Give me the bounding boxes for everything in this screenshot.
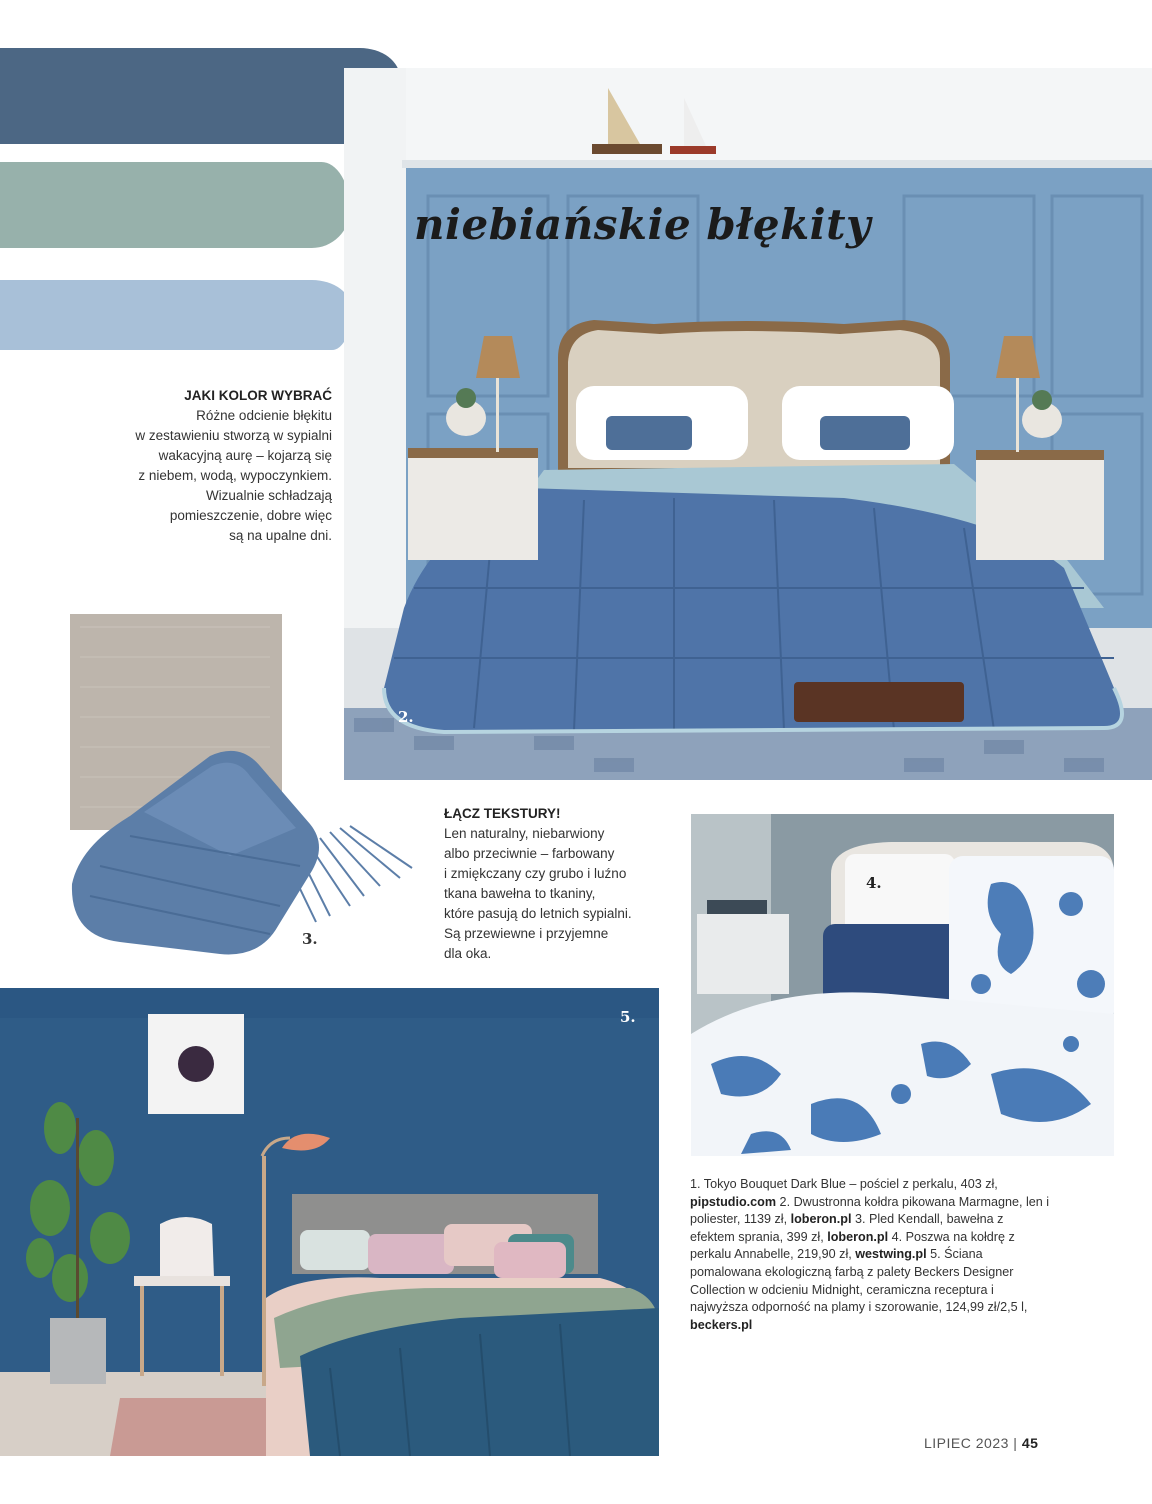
photo-toile-bedding — [691, 814, 1114, 1156]
credit-item-3: 3. Pled Kendall, bawełna z efektem sprania, 399 zł, — [690, 1212, 1004, 1244]
color-tip-line: wakacyjną aurę – kojarzą się — [158, 448, 332, 463]
color-tip-line: są na upalne dni. — [229, 528, 332, 543]
page-title: niebiańskie błękity — [414, 200, 871, 249]
shop-link-loberon[interactable]: loberon.pl — [790, 1212, 852, 1227]
photo-main-bedroom — [344, 68, 1152, 780]
texture-tip-line: które pasują do letnich sypialni. — [444, 906, 632, 921]
color-tip-line: z niebem, wodą, wypoczynkiem. — [138, 468, 332, 483]
color-tip-heading: JAKI KOLOR WYBRAĆ — [184, 388, 332, 403]
texture-tip-line: tkana bawełna to tkaniny, — [444, 886, 596, 901]
texture-tip-heading: ŁĄCZ TEKSTURY! — [444, 806, 561, 821]
shop-link-pipstudio[interactable]: pipstudio.com — [690, 1194, 777, 1209]
texture-tip-line: Są przewiewne i przyjemne — [444, 926, 609, 941]
shop-link-beckers[interactable]: beckers.pl — [690, 1317, 753, 1332]
credit-item-1: 1. Tokyo Bouquet Dark Blue – pościel z perkalu, 403 zł, — [690, 1177, 998, 1191]
color-tip-line: Różne odcienie błękitu — [196, 408, 332, 423]
photo-fabric-and-throw — [60, 606, 420, 976]
texture-tip-block — [444, 804, 674, 964]
photo-number-3: 3. — [302, 930, 318, 948]
footer-divider: | — [1013, 1435, 1018, 1451]
page-number: 45 — [1021, 1435, 1039, 1451]
shop-link-westwing[interactable]: westwing.pl — [855, 1247, 927, 1262]
color-tip-line: Wizualnie schładzają — [205, 488, 332, 503]
photo-number-5: 5. — [620, 1008, 636, 1026]
photo-number-2: 2. — [398, 708, 414, 726]
texture-tip-line: albo przeciwnie – farbowany — [444, 846, 615, 861]
paint-swatch-sage — [0, 162, 350, 248]
color-tip-block — [110, 386, 332, 546]
issue-label: LIPIEC 2023 — [924, 1435, 1009, 1451]
texture-tip-line: i zmiękczany czy grubo i luźno — [444, 866, 627, 881]
photo-number-4: 4. — [866, 874, 882, 892]
photo-midnight-bedroom — [0, 988, 659, 1456]
product-credits — [690, 1176, 1050, 1334]
credit-item-4: 4. Poszwa na kołdrę z perkalu Annabelle, 219,90 zł, — [690, 1229, 1015, 1262]
paint-swatch-light-blue — [0, 280, 352, 350]
texture-tip-line: dla oka. — [444, 946, 492, 961]
color-tip-line: w zestawieniu stworzą w sypialni — [135, 428, 332, 443]
texture-tip-line: Len naturalny, niebarwiony — [444, 826, 605, 841]
paint-swatch-dark-blue — [0, 48, 400, 144]
credit-item-2: 2. Dwustronna kołdra pikowana Marmagne, len i poliester, 1139 zł, — [690, 1194, 1050, 1227]
page-footer — [924, 1435, 1038, 1451]
credit-item-5: 5. Ściana pomalowana ekologiczną farbą z palety Beckers Designer Collection w odcieniu Midnight, ceramiczna receptura i najwyższa odporność na plamy i szorowanie, 124,99 zł/2,5 l, — [690, 1247, 1028, 1315]
color-tip-line: pomieszczenie, dobre więc — [169, 508, 332, 523]
shop-link-loberon[interactable]: loberon.pl — [827, 1229, 889, 1244]
